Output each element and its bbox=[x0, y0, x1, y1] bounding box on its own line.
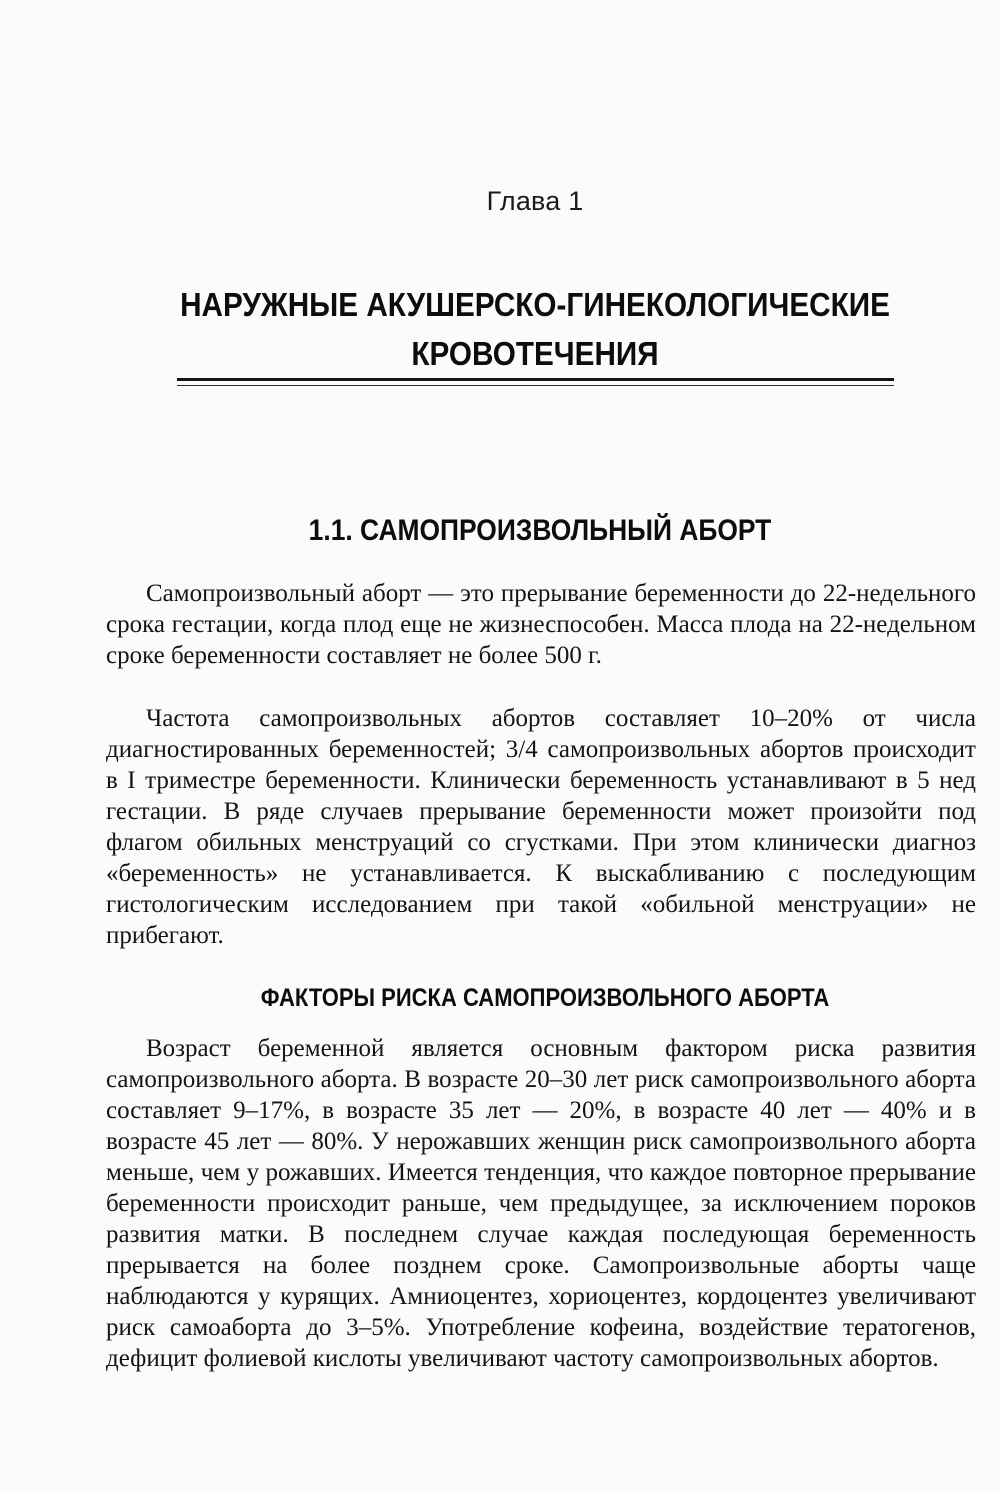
chapter-label: Глава 1 bbox=[486, 186, 584, 216]
chapter-title: НАРУЖНЫЕ АКУШЕРСКО-ГИНЕКОЛОГИЧЕСКИЕ КРОВОТЕЧЕНИЯ bbox=[180, 286, 890, 372]
paragraph-risk-factors: Возраст беременной является основным фактором риска развития самопроизвольного аборта. В возрасте 20–30 лет риск самопроизвольного аборта составляет 9–17%, в возрасте 35 лет — 20%, в возрасте 40 лет — 40% и в возрасте 45 лет — 80%. У нерожавших женщин риск самопроизвольного аборта меньше, чем у рожавших. Имеется тенденция, что каждое повторное прерывание беременности происходит раньше, чем предыдущее, за исключением пороков развития матки. В последнем случае каждая последующая беременность прерывается на более позднем сроке. Самопроизвольные аборты чаще наблюдаются у курящих. Амниоцентез, хориоцентез, кордоцентез увеличивают риск самоаборта до 3–5%. Употребление кофеина, воздействие тератогенов, дефицит фолиевой кислоты увеличивают частоту самопроизвольных абортов. bbox=[106, 1035, 976, 1372]
paragraph-definition: Самопроизвольный аборт — это прерывание беременности до 22-недельного срока гестации, когда плод еще не жизнеспособен. Масса плода на 22-недельном сроке беременности составляет не более 500 г. bbox=[106, 580, 976, 669]
title-rule-thick bbox=[177, 378, 894, 381]
paragraph-frequency: Частота самопроизвольных абортов составляет 10–20% от числа диагностированных беременностей; 3/4 самопроизвольных абортов происходит в I триместре беременности. Клинически беременность устанавливают в 5 нед гестации. В ряде случаев прерывание беременности может произойти под флагом обильных менструаций со сгустками. При этом клинически диагноз «беременность» не устанавливается. К выскабливанию с последующим гистологическим исследованием при такой «обильной менструации» не прибегают. bbox=[106, 705, 976, 949]
subsection-heading: ФАКТОРЫ РИСКА САМОПРОИЗВОЛЬНОГО АБОРТА bbox=[260, 984, 830, 1012]
section-heading: 1.1. САМОПРОИЗВОЛЬНЫЙ АБОРТ bbox=[308, 514, 772, 547]
title-rule-thin bbox=[177, 385, 894, 386]
